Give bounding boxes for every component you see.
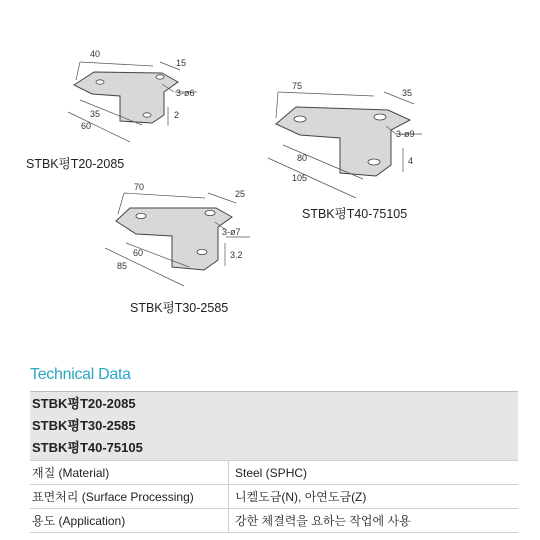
hole <box>136 213 146 218</box>
dim-top-width: 70 <box>134 182 145 192</box>
drawing-t40-75105 <box>268 81 422 221</box>
table-row <box>30 461 518 485</box>
spec-label-application: 용도 (Application) <box>30 509 229 533</box>
drawing-t20-2085 <box>26 49 197 171</box>
dim-thickness: 4 <box>408 156 414 166</box>
dim-thickness: 2 <box>174 110 180 120</box>
table-row <box>30 485 518 509</box>
model-name: STBK평T20-2085 <box>32 396 136 411</box>
dim-slot-width: 80 <box>297 153 308 163</box>
plate-shape <box>116 208 232 270</box>
hole <box>294 116 306 122</box>
dim-holes: 3-ø9 <box>396 129 415 139</box>
model-name: STBK평T40-75105 <box>32 440 143 455</box>
dim-tab-width: 35 <box>402 88 413 98</box>
table-row <box>30 509 518 533</box>
technical-data-title: Technical Data <box>30 366 131 383</box>
dim-holes: 3-ø6 <box>176 88 195 98</box>
dim-length: 105 <box>292 173 308 183</box>
dim-length: 85 <box>117 261 128 271</box>
dim-top-width: 75 <box>292 81 303 91</box>
spec-value-application: 강한 체결력을 요하는 작업에 사용 <box>229 509 519 533</box>
dim-tab-width: 15 <box>176 58 187 68</box>
dim-holes: 3-ø7 <box>222 227 241 237</box>
spec-value-material: Steel (SPHC) <box>229 461 519 485</box>
product-name-t20-2085: STBK평T20-2085 <box>26 157 125 171</box>
dim-tab-width: 25 <box>235 189 246 199</box>
drawing-t30-2585 <box>105 182 250 315</box>
hole <box>156 75 164 79</box>
hole <box>143 113 151 117</box>
spec-label-surface: 표면처리 (Surface Processing) <box>30 485 229 509</box>
hole <box>374 114 386 120</box>
product-name-t30-2585: STBK평T30-2585 <box>130 301 229 315</box>
spec-label-material: 재질 (Material) <box>30 461 229 485</box>
dim-top-width: 40 <box>90 49 101 59</box>
dim-slot-width: 35 <box>90 109 101 119</box>
model-list <box>30 391 518 461</box>
dim-thickness: 3.2 <box>230 250 243 260</box>
spec-value-surface: 니켈도금(N), 아연도금(Z) <box>229 485 519 509</box>
dim-slot-width: 60 <box>133 248 144 258</box>
hole <box>96 80 104 84</box>
hole <box>368 159 380 165</box>
spec-table <box>30 460 518 533</box>
product-name-t40-75105: STBK평T40-75105 <box>302 207 408 221</box>
hole <box>197 249 207 254</box>
model-name: STBK평T30-2585 <box>32 418 136 433</box>
hole <box>205 210 215 215</box>
dim-length: 60 <box>81 121 92 131</box>
